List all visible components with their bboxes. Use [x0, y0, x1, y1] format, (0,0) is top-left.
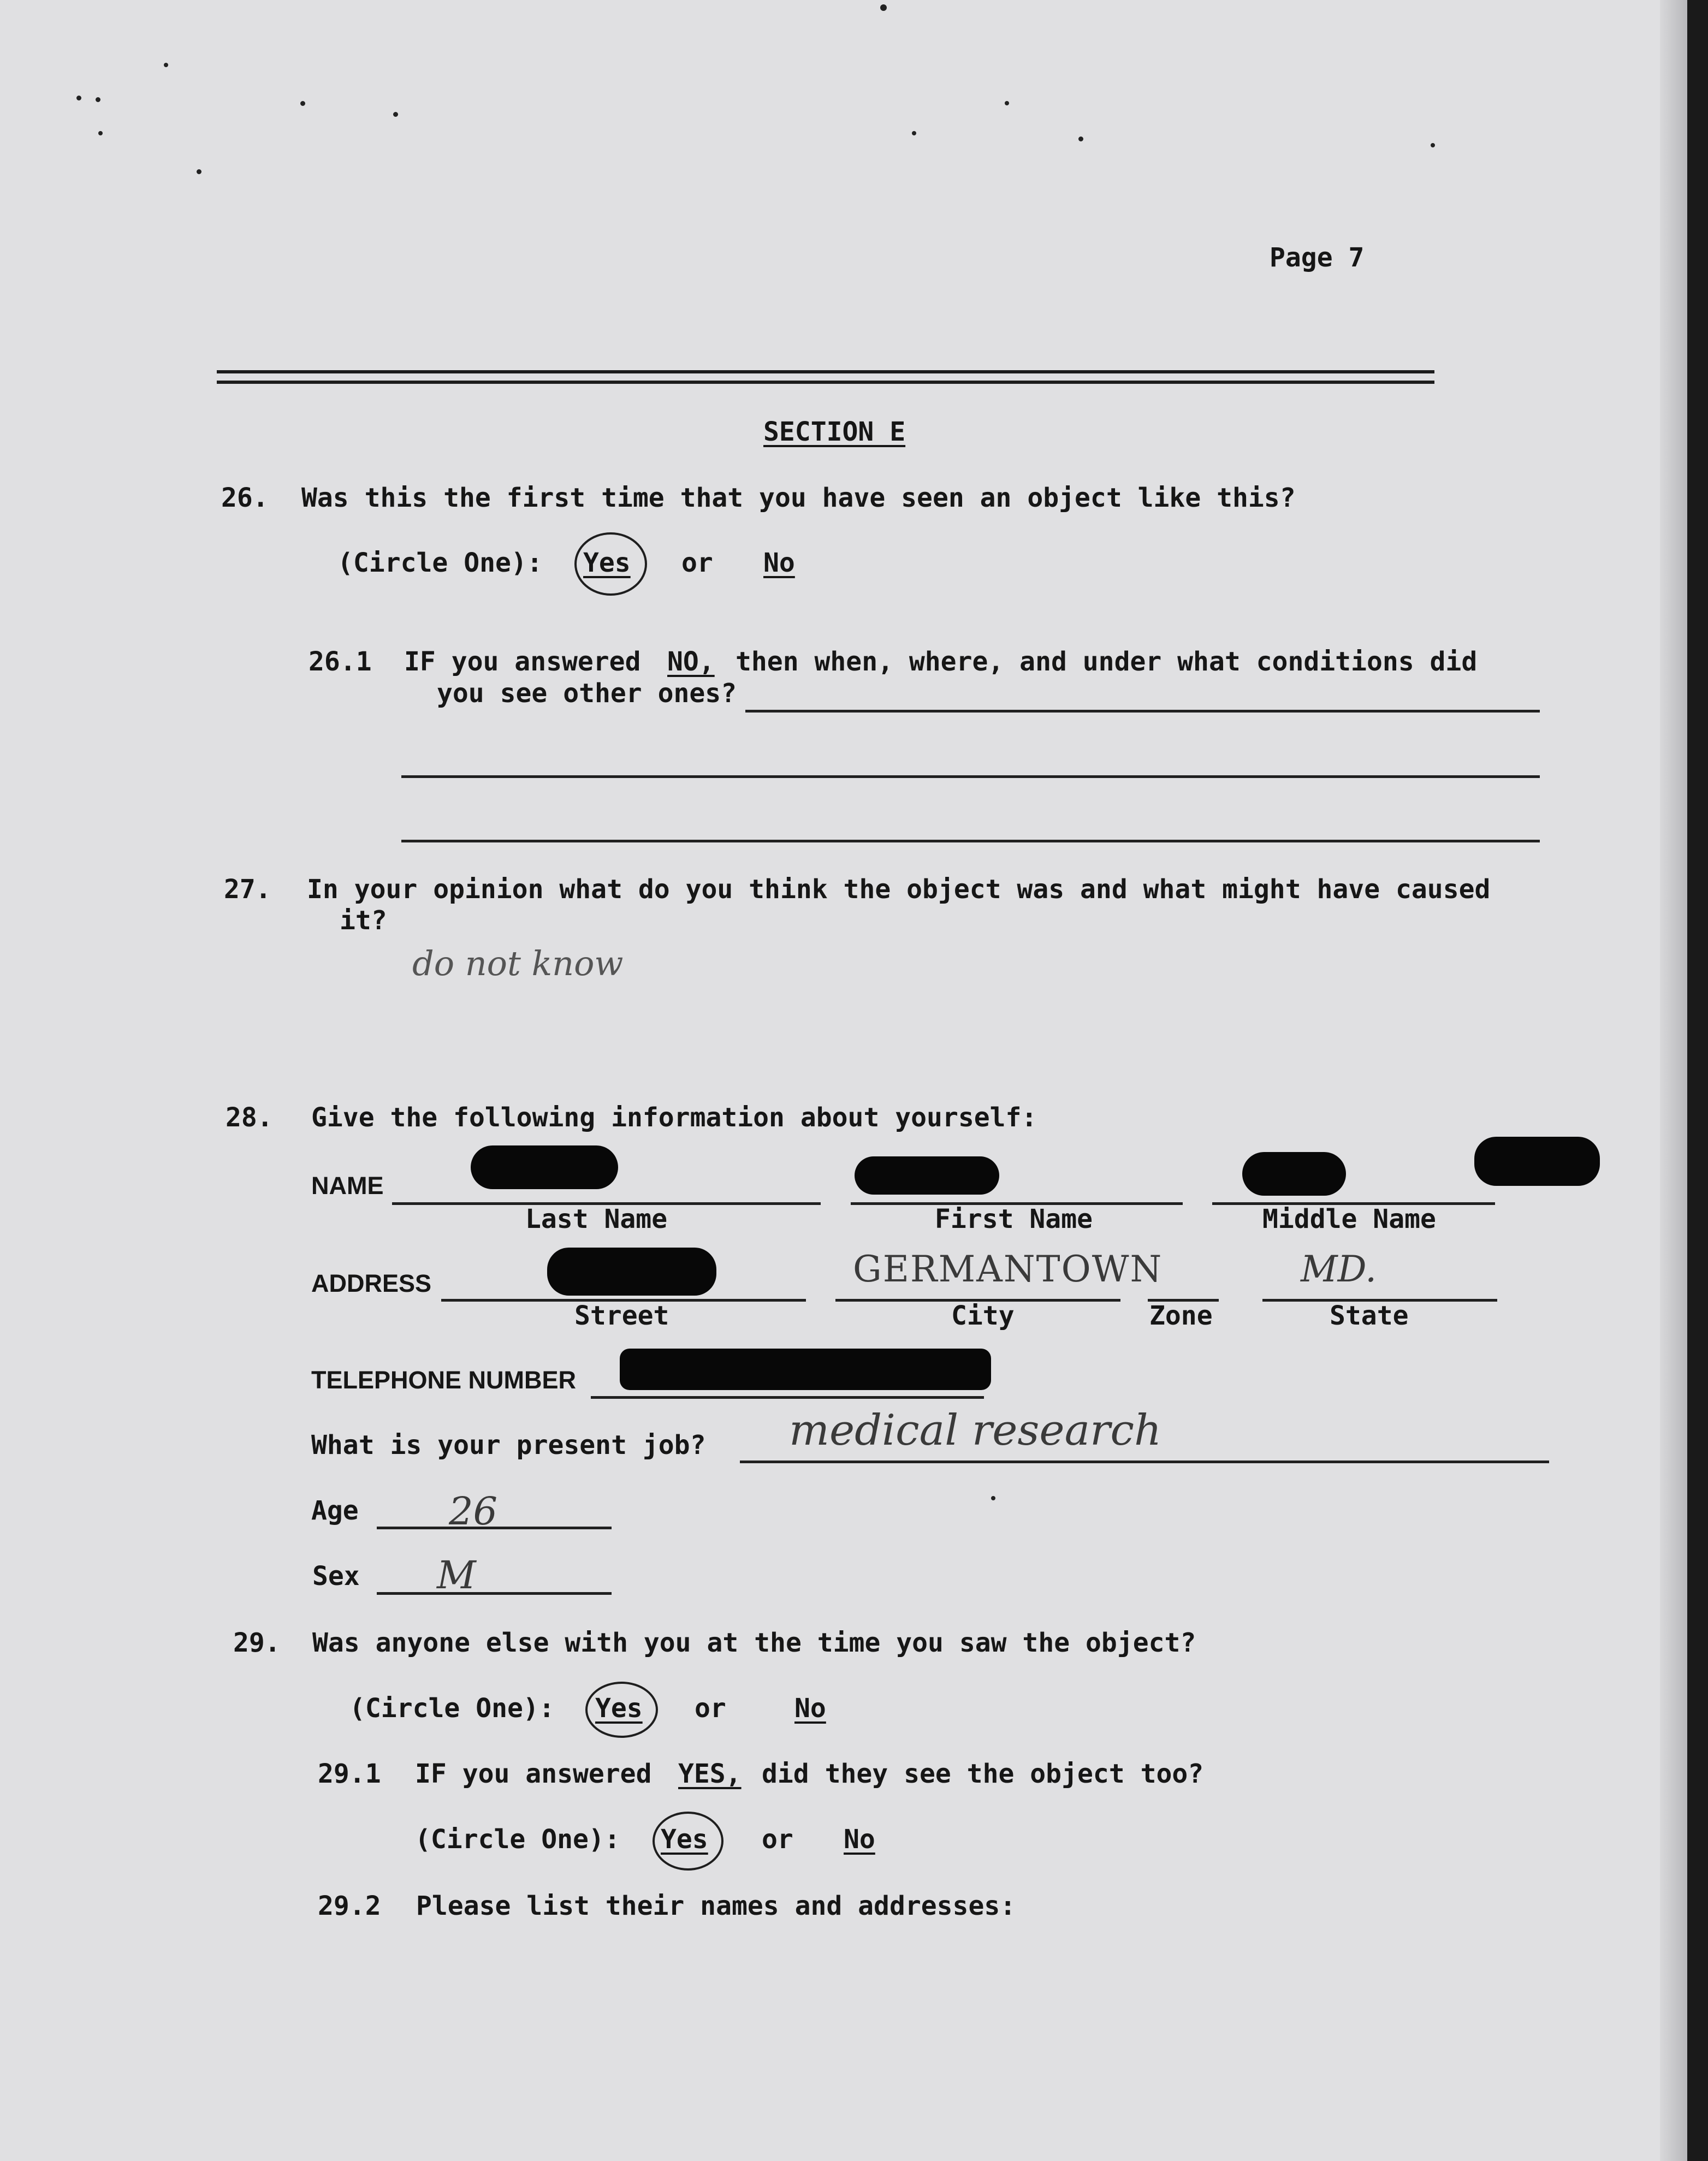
- last-name-caption: Last Name: [525, 1204, 668, 1234]
- state-caption: State: [1330, 1301, 1409, 1331]
- q29-1-or: or: [762, 1824, 793, 1855]
- q29-number: 29.: [233, 1628, 281, 1658]
- scan-speck: [164, 63, 168, 67]
- name-label: NAME: [311, 1172, 384, 1200]
- q26-or: or: [681, 548, 713, 578]
- q26-yes-option[interactable]: Yes: [583, 548, 631, 578]
- scan-speck: [1431, 143, 1435, 147]
- sex-handwritten-value: M: [437, 1553, 476, 1598]
- state-handwritten-value: MD.: [1301, 1248, 1377, 1290]
- scan-speck: [96, 97, 100, 102]
- q29-1-no-option[interactable]: No: [844, 1824, 875, 1855]
- q29-1-text-pre: IF you answered: [415, 1759, 652, 1789]
- q26-no-option[interactable]: No: [763, 548, 795, 578]
- q27-question-line1: In your opinion what do you think the object was and what might have caused: [307, 874, 1491, 905]
- q26-1-text-pre: IF you answered: [404, 646, 641, 677]
- city-handwritten-value: GERMANTOWN: [853, 1248, 1163, 1290]
- age-handwritten-value: 26: [449, 1489, 498, 1534]
- redaction-first-name: [855, 1156, 999, 1195]
- q29-1-text-post: did they see the object too?: [762, 1759, 1204, 1789]
- q29-2-number: 29.2: [318, 1891, 381, 1921]
- q28-number: 28.: [226, 1102, 273, 1133]
- q26-1-text-line2: you see other ones?: [437, 678, 737, 709]
- q26-1-answer-line-3[interactable]: [401, 840, 1540, 842]
- q26-number: 26.: [221, 483, 269, 513]
- section-title: SECTION E: [763, 417, 906, 447]
- q29-1-keyword: YES,: [678, 1759, 742, 1789]
- sex-label: Sex: [312, 1561, 360, 1592]
- q29-1-number: 29.1: [318, 1759, 381, 1789]
- zone-caption: Zone: [1149, 1301, 1213, 1331]
- scan-speck: [76, 96, 81, 100]
- q26-1-answer-line-2[interactable]: [401, 775, 1540, 778]
- q29-question: Was anyone else with you at the time you saw the object?: [312, 1628, 1196, 1658]
- scan-speck: [98, 131, 103, 135]
- q26-1-keyword: NO,: [667, 646, 715, 677]
- redaction-middle-name: [1242, 1152, 1346, 1196]
- q29-1-circle-label: (Circle One):: [415, 1824, 620, 1855]
- q29-2-text: Please list their names and addresses:: [416, 1891, 1016, 1921]
- redaction-telephone: [620, 1349, 991, 1390]
- scan-speck: [1078, 136, 1083, 141]
- scan-speck: [300, 101, 305, 106]
- scan-speck: [991, 1496, 995, 1500]
- street-caption: Street: [574, 1301, 669, 1331]
- first-name-caption: First Name: [935, 1204, 1093, 1234]
- job-line[interactable]: [740, 1461, 1549, 1463]
- telephone-label: TELEPHONE NUMBER: [311, 1366, 577, 1394]
- q28-question: Give the following information about yourself:: [311, 1102, 1037, 1133]
- redaction-street: [547, 1248, 716, 1296]
- q29-circle-label: (Circle One):: [349, 1693, 555, 1724]
- job-label: What is your present job?: [311, 1430, 706, 1461]
- scan-speck: [393, 112, 398, 117]
- address-label: ADDRESS: [311, 1269, 432, 1297]
- q27-question-line2: it?: [340, 905, 387, 936]
- q29-yes-option[interactable]: Yes: [595, 1693, 643, 1724]
- scan-speck: [197, 169, 201, 174]
- scan-speck: [1005, 101, 1009, 105]
- q26-1-number: 26.1: [309, 646, 372, 677]
- scan-speck: [912, 131, 916, 135]
- q27-handwritten-answer: do not know: [412, 943, 624, 983]
- q29-no-option[interactable]: No: [794, 1693, 826, 1724]
- middle-name-caption: Middle Name: [1262, 1204, 1436, 1234]
- redaction-last-name: [471, 1145, 618, 1189]
- page-number: Page 7: [1270, 242, 1365, 273]
- q26-1-answer-line-1[interactable]: [745, 710, 1540, 713]
- header-double-rule-top: [217, 370, 1434, 373]
- age-label: Age: [311, 1495, 359, 1526]
- sex-line[interactable]: [377, 1592, 612, 1595]
- q29-1-yes-option[interactable]: Yes: [661, 1824, 708, 1855]
- q27-number: 27.: [224, 874, 271, 905]
- city-caption: City: [951, 1301, 1015, 1331]
- q26-1-text-post: then when, where, and under what conditions did: [736, 646, 1478, 677]
- redaction-middle-name-2: [1474, 1137, 1600, 1186]
- q26-circle-label: (Circle One):: [337, 548, 543, 578]
- q29-or: or: [695, 1693, 726, 1724]
- q26-question: Was this the first time that you have seen an object like this?: [301, 483, 1296, 513]
- header-double-rule-bottom: [217, 381, 1434, 384]
- job-handwritten-value: medical research: [789, 1406, 1162, 1455]
- telephone-line[interactable]: [591, 1396, 984, 1399]
- scan-speck: [880, 4, 887, 11]
